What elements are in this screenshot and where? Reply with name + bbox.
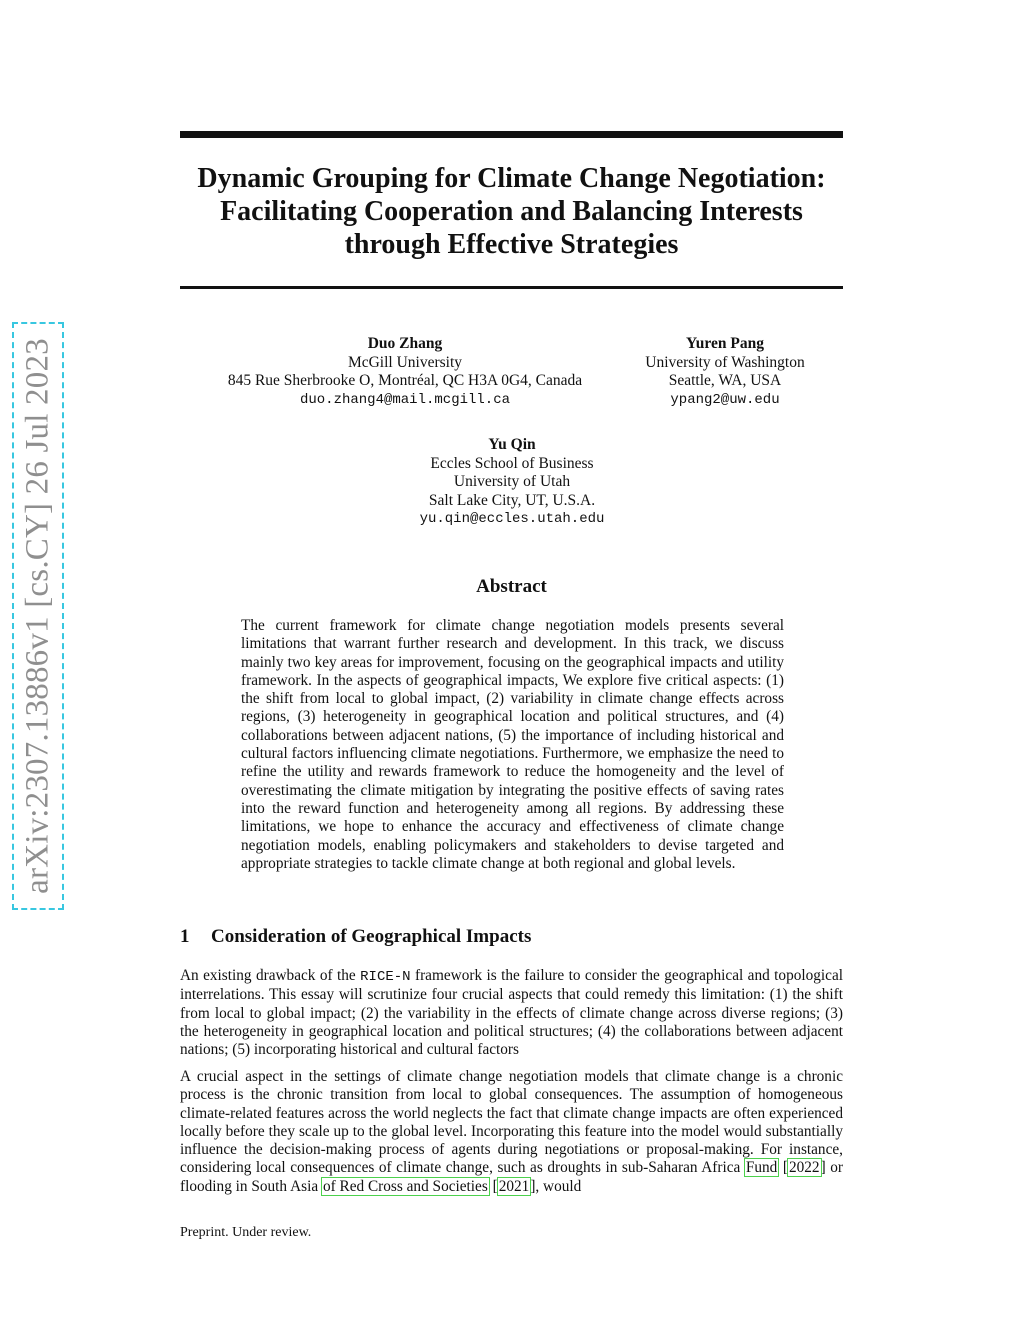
abstract-heading: Abstract <box>476 576 547 597</box>
author-name: Yuren Pang <box>686 335 764 352</box>
paragraph-text: ], would <box>530 1177 582 1195</box>
paper-title <box>180 162 843 261</box>
paragraph-text: A crucial aspect in the settings of climate change negotiation models that climate change is a chronic process is the chronic transition from local to global consequences. The assumption of homogeneous climate-related features across the world neglects the fact that climate change impacts are often experienced locally before they scale up to the global level. Incorporating this feature into the model would substantially influence the decision-making process of agents during negotiations or proposal-making. For instance, considering local consequences of climate change, such as droughts in sub-Saharan Africa <box>180 1068 843 1177</box>
arxiv-stamp-text: arXiv:2307.13886v1 [cs.CY] 26 Jul 2023 <box>19 338 56 894</box>
arxiv-stamp[interactable] <box>12 322 64 910</box>
author-block-yu-qin <box>362 436 662 529</box>
citation-link[interactable]: Fund <box>745 1159 778 1177</box>
title-top-rule <box>180 131 843 138</box>
title-line: Facilitating Cooperation and Balancing Interests <box>220 196 803 227</box>
author-name: Yu Qin <box>488 436 536 453</box>
citation-year-link[interactable]: 2021 <box>498 1177 530 1195</box>
author-email[interactable]: yu.qin@eccles.utah.edu <box>419 511 605 527</box>
citation-bracket: ] <box>820 1159 826 1177</box>
author-email[interactable]: ypang2@uw.edu <box>670 391 780 408</box>
title-line: through Effective Strategies <box>344 229 679 260</box>
author-address: 845 Rue Sherbrooke O, Montréal, QC H3A 0G4, Canada <box>227 372 583 389</box>
author-affiliation: Eccles School of Business <box>430 454 594 472</box>
abstract-text: The current framework for climate change negotiation models presents several limitations that warrant further research and development. In this track, we discuss mainly two key areas for improvement, focusing on the geographical impacts and utility framework. In the aspects of geographical impacts, We explore five critical aspects: (1) the shift from local to global impact, (2) variability in climate change effects across regions, (3) heterogeneity in geographical location and political structures, and (4) collaborations between adjacent nations, (5) the importance of including historical and cultural factors influencing climate negotiations. Furthermore, we emphasize the need to refine the utility and rewards framework to reduce the homogeneity and the level of overestimating the climate mitigation by integrating the positive effects of saving rates into the reward function and heterogeneity among all regions. By addressing these limitations, we hope to enhance the accuracy and effectiveness of climate change negotiation models, enabling policymakers and stakeholders to devise targeted and appropriate strategies to tackle climate change at both regional and global levels. <box>241 617 784 872</box>
code-term: RICE-N <box>360 969 411 985</box>
author-block-yuren-pang <box>625 335 825 409</box>
body-paragraph <box>180 967 843 1059</box>
citation-bracket: [ <box>778 1159 788 1177</box>
author-name: Duo Zhang <box>367 335 443 352</box>
citation-year-link[interactable]: 2022 <box>788 1159 820 1177</box>
paragraph-text: framework is the failure to consider the geographical and topological interrelations. This essay will scrutinize four crucial aspects that could remedy this limitation: (1) the shift from local to global impact; (2) the variability in the effects of climate change across diverse regions; (3) the heterogeneity in geographical location and political structures; (4) the collaborations between adjacent nations; (5) incorporating historical and cultural factors <box>180 967 844 1059</box>
paragraph-text: or flooding in South Asia <box>180 1159 843 1195</box>
title-line: Dynamic Grouping for Climate Change Negotiation: <box>197 163 826 194</box>
author-block-duo-zhang <box>200 335 610 409</box>
citation-bracket: [ <box>488 1177 498 1195</box>
paragraph-text: An existing drawback of the <box>180 967 361 984</box>
author-affiliation: University of Washington <box>645 353 805 371</box>
citation-link[interactable]: of Red Cross and Societies <box>322 1177 488 1195</box>
author-address: Seattle, WA, USA <box>668 372 782 389</box>
author-email[interactable]: duo.zhang4@mail.mcgill.ca <box>299 391 511 408</box>
section-title: Consideration of Geographical Impacts <box>211 926 532 947</box>
section-heading <box>180 926 843 948</box>
title-bottom-rule <box>180 286 843 289</box>
author-affiliation: University of Utah <box>453 473 571 490</box>
body-paragraph <box>180 1068 843 1196</box>
footer-note: Preprint. Under review. <box>180 1225 312 1240</box>
author-address: Salt Lake City, UT, U.S.A. <box>428 491 596 509</box>
section-number: 1 <box>180 926 190 947</box>
author-affiliation: McGill University <box>347 353 463 371</box>
